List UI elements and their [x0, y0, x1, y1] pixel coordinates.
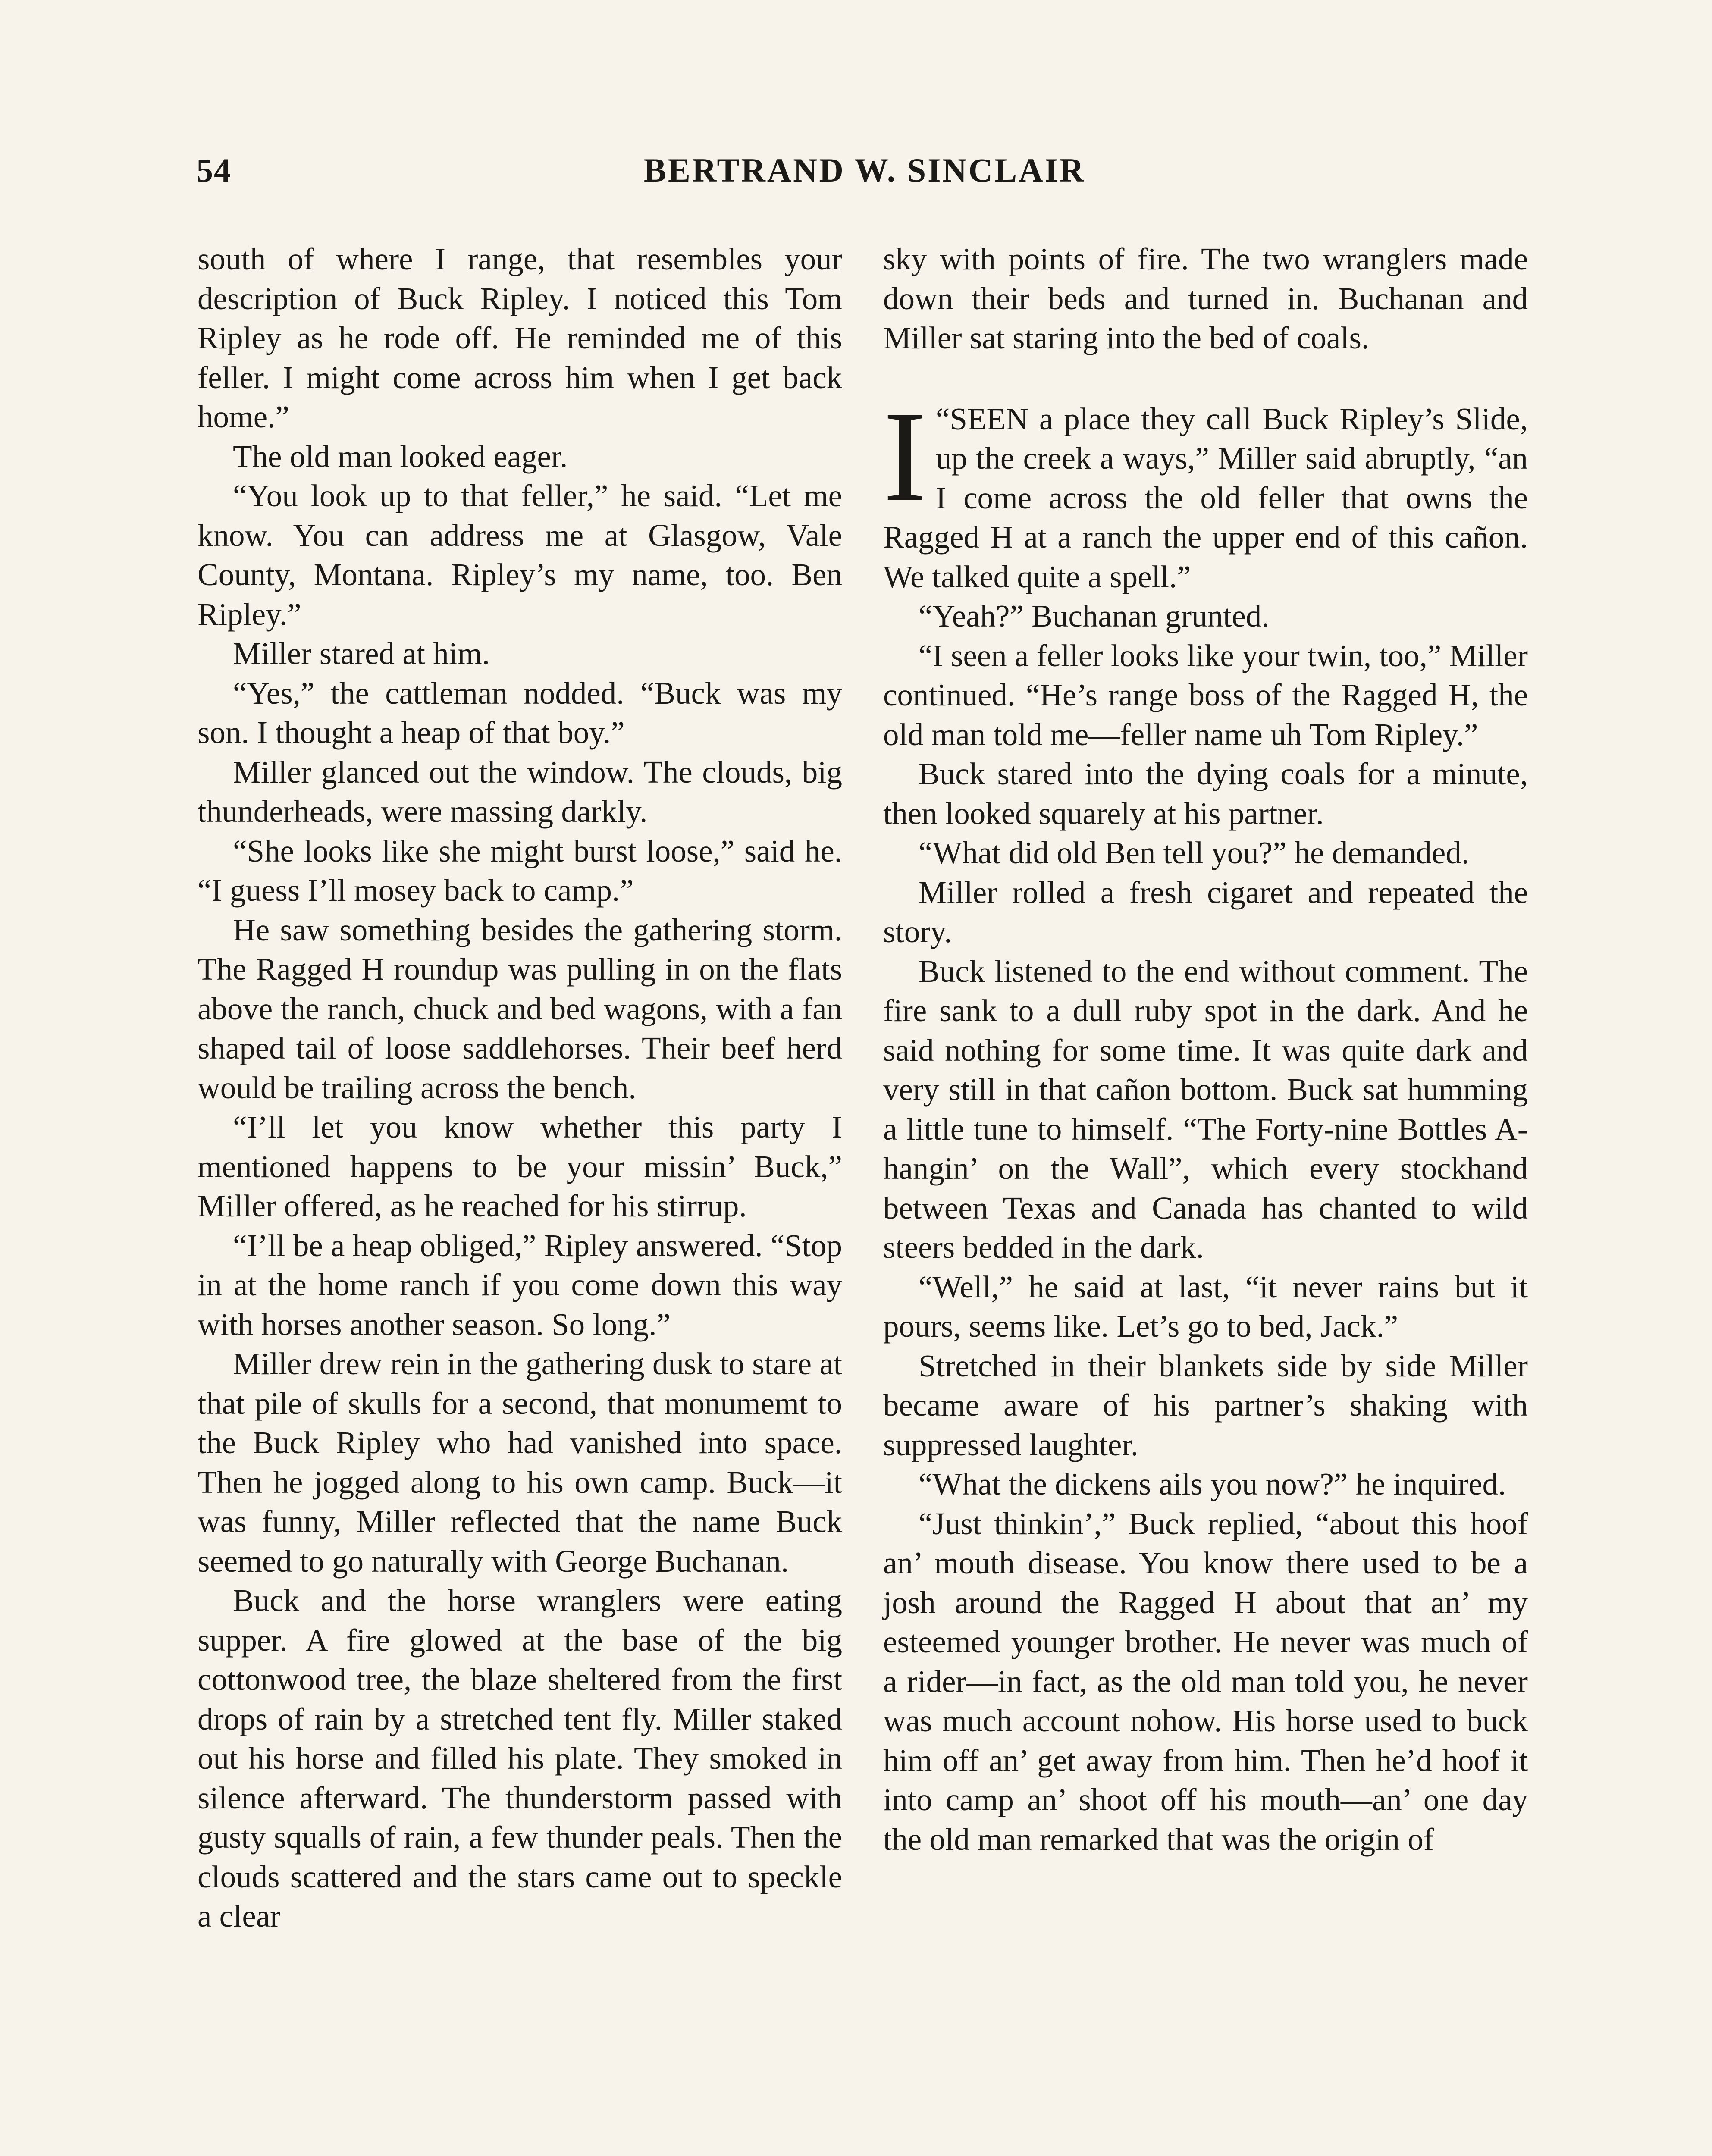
paragraph: “What did old Ben tell you?” he demanded.: [919, 835, 1470, 870]
section-opening-paragraph: [883, 384, 1528, 597]
paragraph: Miller glanced out the window. The clouds, big thunderheads, were massing darkly.: [198, 754, 842, 829]
paragraph: Stretched in their blankets side by side Miller became aware of his partner’s shaking with suppressed laughter.: [883, 1348, 1528, 1462]
section-opening-text: a place they call Buck Ripley’s Slide, up the creek a ways,” Miller said abruptly, “an I come across the old feller that owns the Ragged H at a ranch the upper end of this cañon. We talked quite a spell.”: [883, 401, 1528, 594]
lead-in: SEEN: [950, 401, 1028, 436]
paragraph: “What the dickens ails you now?” he inquired.: [919, 1467, 1506, 1501]
paragraph: “Yes,” the cattleman nodded. “Buck was my son. I thought a heap of that boy.”: [198, 675, 842, 750]
paragraph: south of where I range, that resembles your description of Buck Ripley. I noticed this Tom Ripley as he rode off. He reminded me of this feller. I might come across him when I get back home.”: [198, 241, 842, 434]
paragraph: “Yeah?” Buchanan grunted.: [919, 599, 1270, 633]
paragraph: Miller rolled a fresh cigaret and repeated the story.: [883, 874, 1528, 949]
paragraph: The old man looked eager.: [233, 439, 568, 474]
paragraph: “I’ll be a heap obliged,” Ripley answered. “Stop in at the home ranch if you come down this way with horses another season. So long.”: [198, 1228, 842, 1342]
page-number: 54: [196, 151, 232, 189]
paragraph: “She looks like she might burst loose,” said he. “I guess I’ll mosey back to camp.”: [198, 833, 842, 908]
paragraph: “Just thinkin’,” Buck replied, “about this hoof an’ mouth disease. You know there used to be a josh around the Ragged H about that an’ my esteemed younger brother. He never was much of a rider—in fact, as the old man told you, he never was much account nohow. His horse used to buck him off an’ get away from him. Then he’d hoof it into camp an’ shoot off his mouth—an’ one day the old man remarked that was the origin of: [883, 1506, 1528, 1857]
paragraph: Buck listened to the end without comment. The fire sank to a dull ruby spot in the dark. And he said nothing for some time. It was quite dark and very still in that cañon bottom. Buck sat humming a little tune to himself. “The Forty-nine Bottles A-hangin’ on the Wall”, which every stockhand between Texas and Canada has chanted to wild steers bedded in the dark.: [883, 953, 1528, 1265]
paragraph: Buck and the horse wranglers were eating supper. A fire glowed at the base of the big cottonwood tree, the blaze sheltered from the first drops of rain by a stretched tent fly. Miller staked out his horse and filled his plate. They smoked in silence afterward. The thunderstorm passed with gusty squalls of rain, a few thunder peals. Then the clouds scattered and the stars came out to speckle a clear: [198, 1583, 842, 1934]
left-column: [198, 239, 842, 1936]
paragraph: Miller stared at him.: [233, 636, 490, 671]
drop-cap: I: [883, 384, 926, 528]
right-column: [883, 239, 1528, 1859]
paragraph: “You look up to that feller,” he said. “Let me know. You can address me at Glasgow, Vale County, Montana. Ripley’s my name, too. Ben Ripley.”: [198, 478, 842, 632]
paragraph: Buck stared into the dying coals for a minute, then looked squarely at his partner.: [883, 756, 1528, 831]
paragraph: “Well,” he said at last, “it never rains but it pours, seems like. Let’s go to bed, Jack.”: [883, 1269, 1528, 1344]
opening-quote: “: [935, 401, 950, 436]
paragraph: “I’ll let you know whether this party I mentioned happens to be your missin’ Buck,” Miller offered, as he reached for his stirrup.: [198, 1109, 842, 1223]
page-header: [196, 151, 1533, 207]
paragraph: “I seen a feller looks like your twin, too,” Miller continued. “He’s range boss of the Ragged H, the old man told me—feller name uh Tom Ripley.”: [883, 638, 1528, 752]
paragraph: sky with points of fire. The two wranglers made down their beds and turned in. Buchanan and Miller sat staring into the bed of coals.: [883, 241, 1528, 355]
running-head: BERTRAND W. SINCLAIR: [643, 151, 1086, 189]
paragraph: Miller drew rein in the gathering dusk to stare at that pile of skulls for a second, that monumemt to the Buck Ripley who had vanished into space. Then he jogged along to his own camp. Buck—it was funny, Miller reflected that the name Buck seemed to go naturally with George Buchanan.: [198, 1346, 842, 1579]
paragraph: He saw something besides the gathering storm. The Ragged H roundup was pulling in on the flats above the ranch, chuck and bed wagons, with a fan shaped tail of loose saddlehorses. Their beef herd would be trailing across the bench.: [198, 912, 842, 1105]
